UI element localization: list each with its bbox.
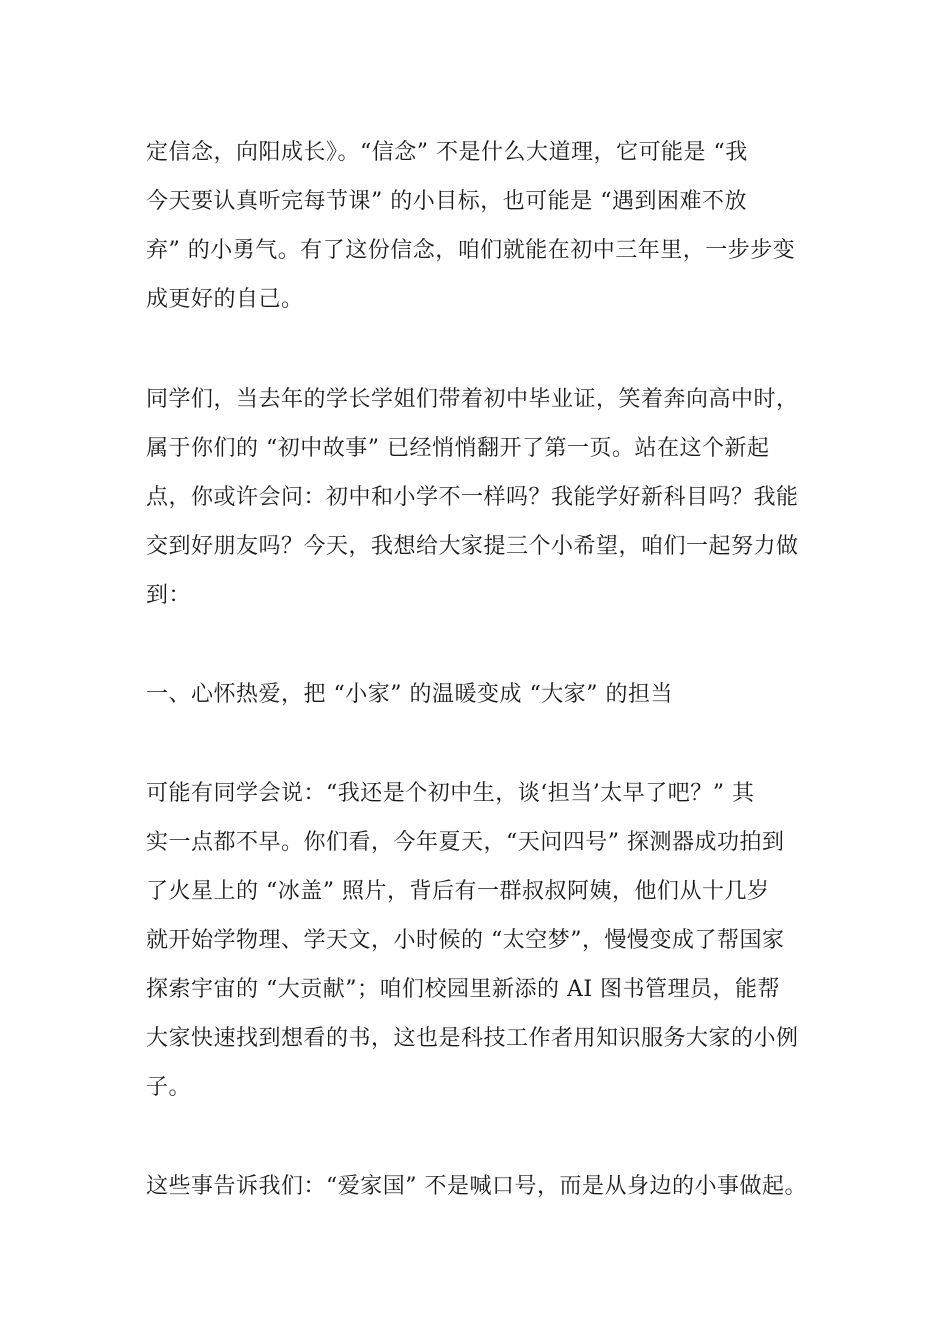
paragraph-3-line-4: 就开始学物理、学天文，小时候的 “太空梦”，慢慢变成了帮国家 — [146, 928, 785, 953]
paragraph-2-line-5: 到： — [146, 583, 192, 608]
paragraph-1-line-3: 弃” 的小勇气。有了这份信念，咱们就能在初中三年里，一步步变 — [146, 238, 796, 263]
paragraph-1-line-4: 成更好的自己。 — [146, 287, 304, 312]
paragraph-4-line-1: 这些事告诉我们：“爱家国” 不是喊口号，而是从身边的小事做起。 — [146, 1174, 807, 1199]
paragraph-3-line-2: 实一点都不早。你们看，今年夏天，“天问四号” 探测器成功拍到 — [146, 830, 785, 855]
paragraph-3-line-5: 探索宇宙的 “大贡献”；咱们校园里新添的 AI 图书管理员，能帮 — [146, 977, 781, 1002]
paragraph-2-line-1: 同学们，当去年的学长学姐们带着初中毕业证，笑着奔向高中时， — [146, 387, 799, 412]
section-heading-1: 一、心怀热爱，把 “小家” 的温暖变成 “大家” 的担当 — [146, 682, 673, 707]
paragraph-3-line-6: 大家快速找到想看的书，这也是科技工作者用知识服务大家的小例 — [146, 1026, 799, 1051]
paragraph-2-line-2: 属于你们的 “初中故事” 已经悄悄翻开了第一页。站在这个新起 — [146, 436, 770, 461]
paragraph-1-line-2: 今天要认真听完每节课” 的小目标，也可能是 “遇到困难不放 — [146, 189, 747, 214]
paragraph-2-line-4: 交到好朋友吗？今天，我想给大家提三个小希望，咱们一起努力做 — [146, 534, 799, 559]
paragraph-2-line-3: 点，你或许会问：初中和小学不一样吗？我能学好新科目吗？我能 — [146, 485, 799, 510]
paragraph-3-line-3: 了火星上的 “冰盖” 照片，背后有一群叔叔阿姨，他们从十几岁 — [146, 879, 770, 904]
paragraph-3-line-1: 可能有同学会说：“我还是个初中生，谈‘担当’太早了吧？” 其 — [146, 781, 755, 806]
paragraph-3-line-7: 子。 — [146, 1075, 192, 1100]
paragraph-1-line-1: 定信念，向阳成长》。“信念” 不是什么大道理，它可能是 “我 — [146, 140, 748, 165]
